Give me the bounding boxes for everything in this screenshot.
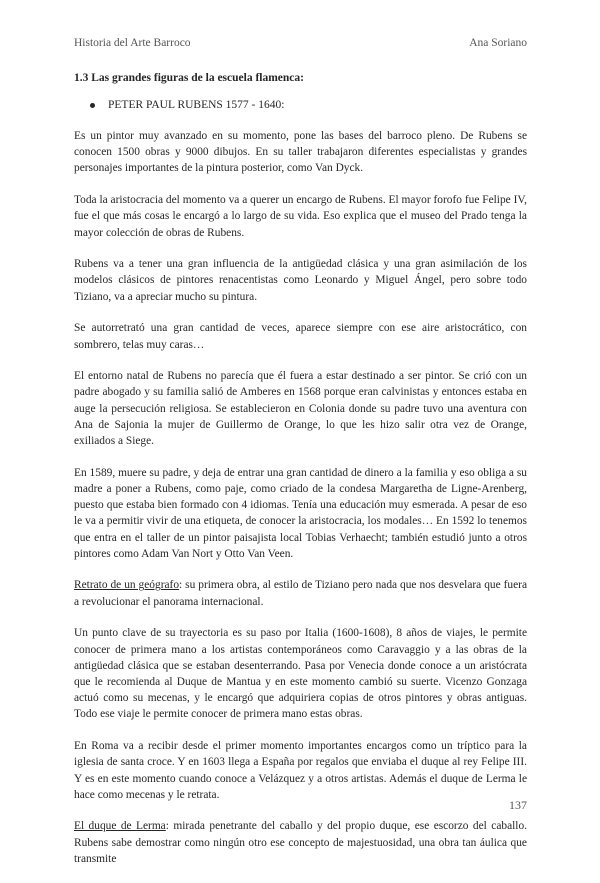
paragraph-10-text: : mirada penetrante del caballo y del propio duque, ese escorzo del caballo. Rubens sabe demostrar como ningún otro ese concepto de majestuosidad, una obra tan áulica que transmite [74, 820, 527, 865]
paragraph-8: Un punto clave de su trayectoria es su paso por Italia (1600-1608), 8 años de viajes, le permite conocer de primera mano a los artistas contemporáneos como Caravaggio y a las obras de la antigüedad clásica que se estaban desenterrando. Pasa por Venecia donde conoce a un aristócrata que le recomienda al Duque de Mantua y en este momento cambió su suerte. Vicenzo Gonzaga actuó como su mecenas, y le encargó que adquiriera copias de otros pintores y obras antiguas. Todo ese viaje le permite conocer de primera mano estas obras. [74, 627, 527, 721]
bullet-text: PETER PAUL RUBENS 1577 - 1640: [108, 99, 285, 111]
paragraph-5: El entorno natal de Rubens no parecía que él fuera a estar destinado a ser pintor. Se crió con un padre abogado y su familia salió de Amberes en 1568 porque eran calvinistas y entonces estaba en auge la persecución religiosa. Se establecieron en Colonia donde su padre tuvo una aventura con Ana de Sajonia la mujer de Guillermo de Orange, lo que les hizo salir otra vez de Orange, exiliados a Siege. [74, 370, 527, 448]
artwork-title-geografo: Retrato de un geógrafo [74, 579, 180, 592]
artwork-title-lerma: El duque de Lerma [74, 820, 166, 833]
paragraph-9: En Roma va a recibir desde el primer momento importantes encargos como un tríptico para la iglesia de santa croce. Y en 1603 llega a España por regalos que enviaba el duque al rey Felipe III. Y es en este momento cuando conoce a Velázquez y a otros artistas. Además el duque de Lerma le hace como mecenas y le retrata. [74, 740, 527, 801]
page-content [74, 71, 527, 883]
paragraph-7-text: : su primera obra, al estilo de Tiziano pero nada que nos desvelara que fuera a revolucionar el panorama internacional. [74, 579, 527, 608]
header-course-title: Historia del Arte Barroco [74, 37, 191, 49]
paragraph-10 [74, 818, 527, 867]
paragraph-1: Es un pintor muy avanzado en su momento, pone las bases del barroco pleno. De Rubens se conocen 1500 obras y 9000 dibujos. En su taller trabajaron diferentes especialistas y grandes personajes importantes de la pintura posterior, como Van Dyck. [74, 130, 527, 175]
paragraph-6: En 1589, muere su padre, y deja de entrar una gran cantidad de dinero a la familia y eso obliga a su madre a poner a Rubens, como paje, como criado de la condesa Margaretha de Ligne-Arenberg, puesto que estaba bien formado con 4 idiomas. Tenía una educación muy esmerada. A pesar de eso le va a permitir vivir de una etiqueta, de conocer la aristocracia, los modales… En 1592 lo tenemos que entra en el taller de un pintor paisajista local Tobias Verhaecht; también estudió junto a otros pintores como Adam Van Nort y Otto Van Veen. [74, 466, 527, 560]
bullet-dot-icon [90, 103, 95, 108]
paragraph-3: Rubens va a tener una gran influencia de la antigüedad clásica y una gran asimilación de los modelos clásicos de pintores renacentistas como Leonardo y Miguel Ángel, pero sobre todo Tiziano, va a apreciar mucho su pintura. [74, 258, 527, 303]
page-number: 137 [509, 798, 527, 812]
paragraph-4: Se autorretrató una gran cantidad de veces, aparece siempre con ese aire aristocrático, con sombrero, telas muy caras… [74, 322, 527, 351]
header-author: Ana Soriano [469, 37, 527, 49]
section-title: 1.3 Las grandes figuras de la escuela flamenca: [74, 72, 304, 84]
paragraph-7 [74, 577, 527, 609]
bullet-item [90, 98, 527, 112]
paragraph-2: Toda la aristocracia del momento va a querer un encargo de Rubens. El mayor forofo fue Felipe IV, fue el que más cosas le encargó a lo largo de su vida. Eso explica que el museo del Prado tenga la mayor colección de obras de Rubens. [74, 194, 527, 239]
